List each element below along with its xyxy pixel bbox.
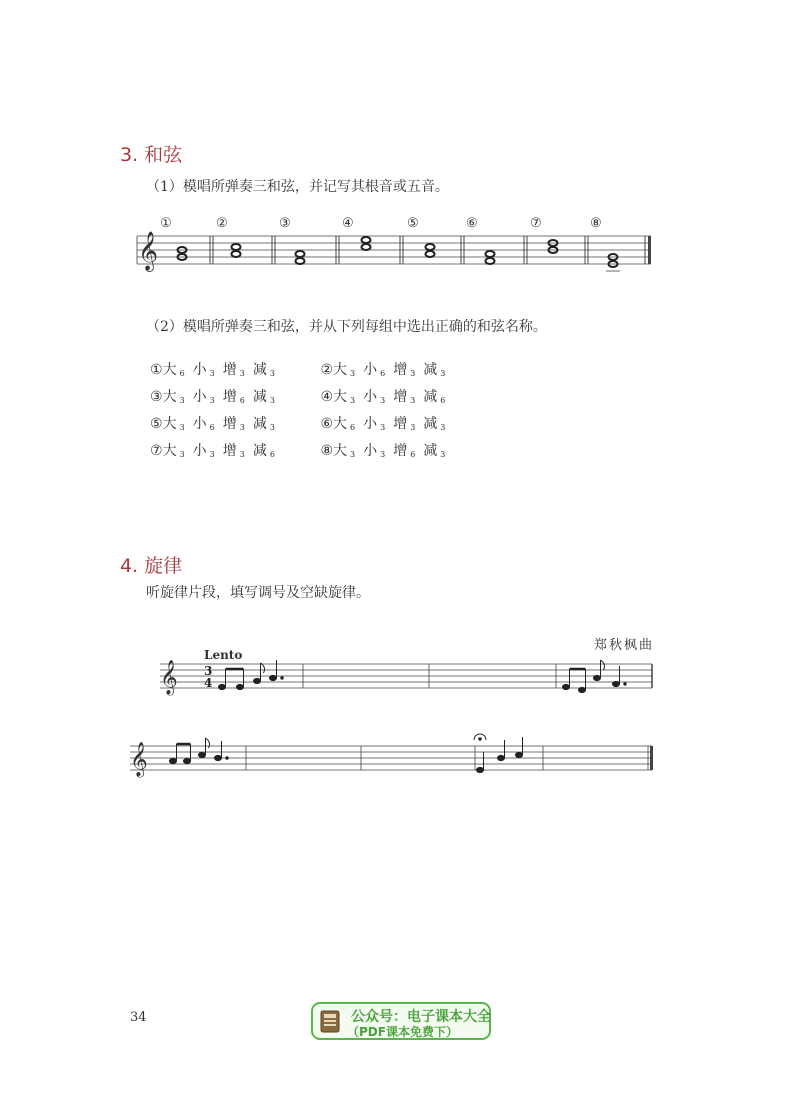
watermark-line-2: （PDF课本免费下） — [347, 1025, 458, 1039]
note — [199, 752, 206, 757]
option[interactable]: 大 $_3$ — [333, 443, 356, 459]
group-number: ⑤ — [150, 416, 163, 432]
composer-credit: 郑秋枫曲 — [594, 638, 655, 653]
option[interactable]: 小 $_3$ — [192, 362, 215, 378]
group-number: ⑦ — [150, 443, 163, 459]
page-number: 34 — [130, 1010, 147, 1025]
treble-clef-icon: 𝄞 — [130, 742, 148, 777]
melody-instruction: 听旋律片段，填写调号及空缺旋律。 — [146, 585, 370, 601]
group-number: ③ — [150, 389, 163, 405]
option[interactable]: 减 $_6$ — [423, 389, 446, 405]
note — [170, 758, 177, 763]
note — [215, 755, 222, 760]
note — [563, 684, 570, 689]
treble-clef-icon: 𝄞 — [138, 231, 159, 271]
section-4-title: 4. 旋律 — [120, 555, 183, 577]
option[interactable]: 大 $_6$ — [333, 416, 356, 432]
part2-instruction: （2）模唱所弹奏三和弦，并从下列每组中选出正确的和弦名称。 — [146, 319, 547, 335]
option[interactable]: 大 $_6$ — [162, 362, 185, 378]
option[interactable]: 减 $_3$ — [423, 362, 446, 378]
chord-number-7: ⑦ — [530, 216, 542, 231]
note — [594, 675, 601, 680]
note — [613, 681, 620, 686]
option[interactable]: 减 $_6$ — [252, 443, 275, 459]
option[interactable]: 减 $_3$ — [252, 362, 275, 378]
watermark-line-1: 公众号：电子课本大全 — [351, 1009, 491, 1025]
option[interactable]: 大 $_3$ — [333, 362, 356, 378]
note — [579, 687, 586, 692]
treble-clef-icon: 𝄞 — [160, 660, 178, 695]
watermark-badge — [311, 1002, 491, 1040]
option[interactable]: 小 $_3$ — [192, 443, 215, 459]
group-number: ① — [150, 362, 163, 378]
note — [184, 758, 191, 763]
chord-number-2: ② — [216, 216, 228, 231]
option[interactable]: 减 $_3$ — [252, 416, 275, 432]
option[interactable]: 大 $_3$ — [162, 389, 185, 405]
option[interactable]: 小 $_6$ — [192, 416, 215, 432]
chord-number-4: ④ — [342, 216, 354, 231]
time-signature-top: 3 — [204, 664, 213, 678]
option[interactable]: 增 $_3$ — [393, 389, 416, 405]
option[interactable]: 增 $_6$ — [222, 389, 245, 405]
option[interactable]: 减 $_3$ — [252, 389, 275, 405]
group-number: ⑧ — [320, 443, 334, 459]
chord-number-3: ③ — [279, 216, 291, 231]
group-number: ④ — [320, 389, 334, 405]
option[interactable]: 小 $_3$ — [363, 389, 386, 405]
option[interactable]: 减 $_3$ — [423, 416, 446, 432]
note — [254, 678, 261, 683]
option[interactable]: 大 $_3$ — [333, 389, 356, 405]
section-3-title: 3. 和弦 — [120, 144, 183, 166]
group-number: ② — [320, 362, 334, 378]
time-signature-bottom: 4 — [204, 676, 213, 690]
chord-number-1: ① — [160, 216, 172, 231]
option[interactable]: 小 $_6$ — [363, 362, 386, 378]
tempo-marking: Lento — [204, 648, 243, 662]
chord-number-5: ⑤ — [407, 216, 419, 231]
note — [477, 767, 484, 772]
chord-number-6: ⑥ — [466, 216, 478, 231]
note — [219, 684, 226, 689]
option[interactable]: 小 $_3$ — [192, 389, 215, 405]
option[interactable]: 小 $_3$ — [363, 443, 386, 459]
option[interactable]: 增 $_3$ — [393, 416, 416, 432]
note — [237, 684, 244, 689]
option[interactable]: 增 $_6$ — [393, 443, 416, 459]
note — [270, 675, 277, 680]
group-number: ⑥ — [320, 416, 334, 432]
option[interactable]: 增 $_3$ — [222, 443, 245, 459]
chord-number-8: ⑧ — [590, 216, 602, 231]
part1-instruction: （1）模唱所弹奏三和弦，并记写其根音或五音。 — [146, 179, 449, 195]
note — [498, 755, 505, 760]
option[interactable]: 增 $_3$ — [222, 416, 245, 432]
option[interactable]: 大 $_3$ — [162, 416, 185, 432]
option[interactable]: 小 $_3$ — [363, 416, 386, 432]
option[interactable]: 大 $_3$ — [162, 443, 185, 459]
note — [516, 752, 523, 757]
option[interactable]: 增 $_3$ — [393, 362, 416, 378]
option[interactable]: 减 $_3$ — [423, 443, 446, 459]
book-icon — [319, 1009, 343, 1035]
option[interactable]: 增 $_3$ — [222, 362, 245, 378]
